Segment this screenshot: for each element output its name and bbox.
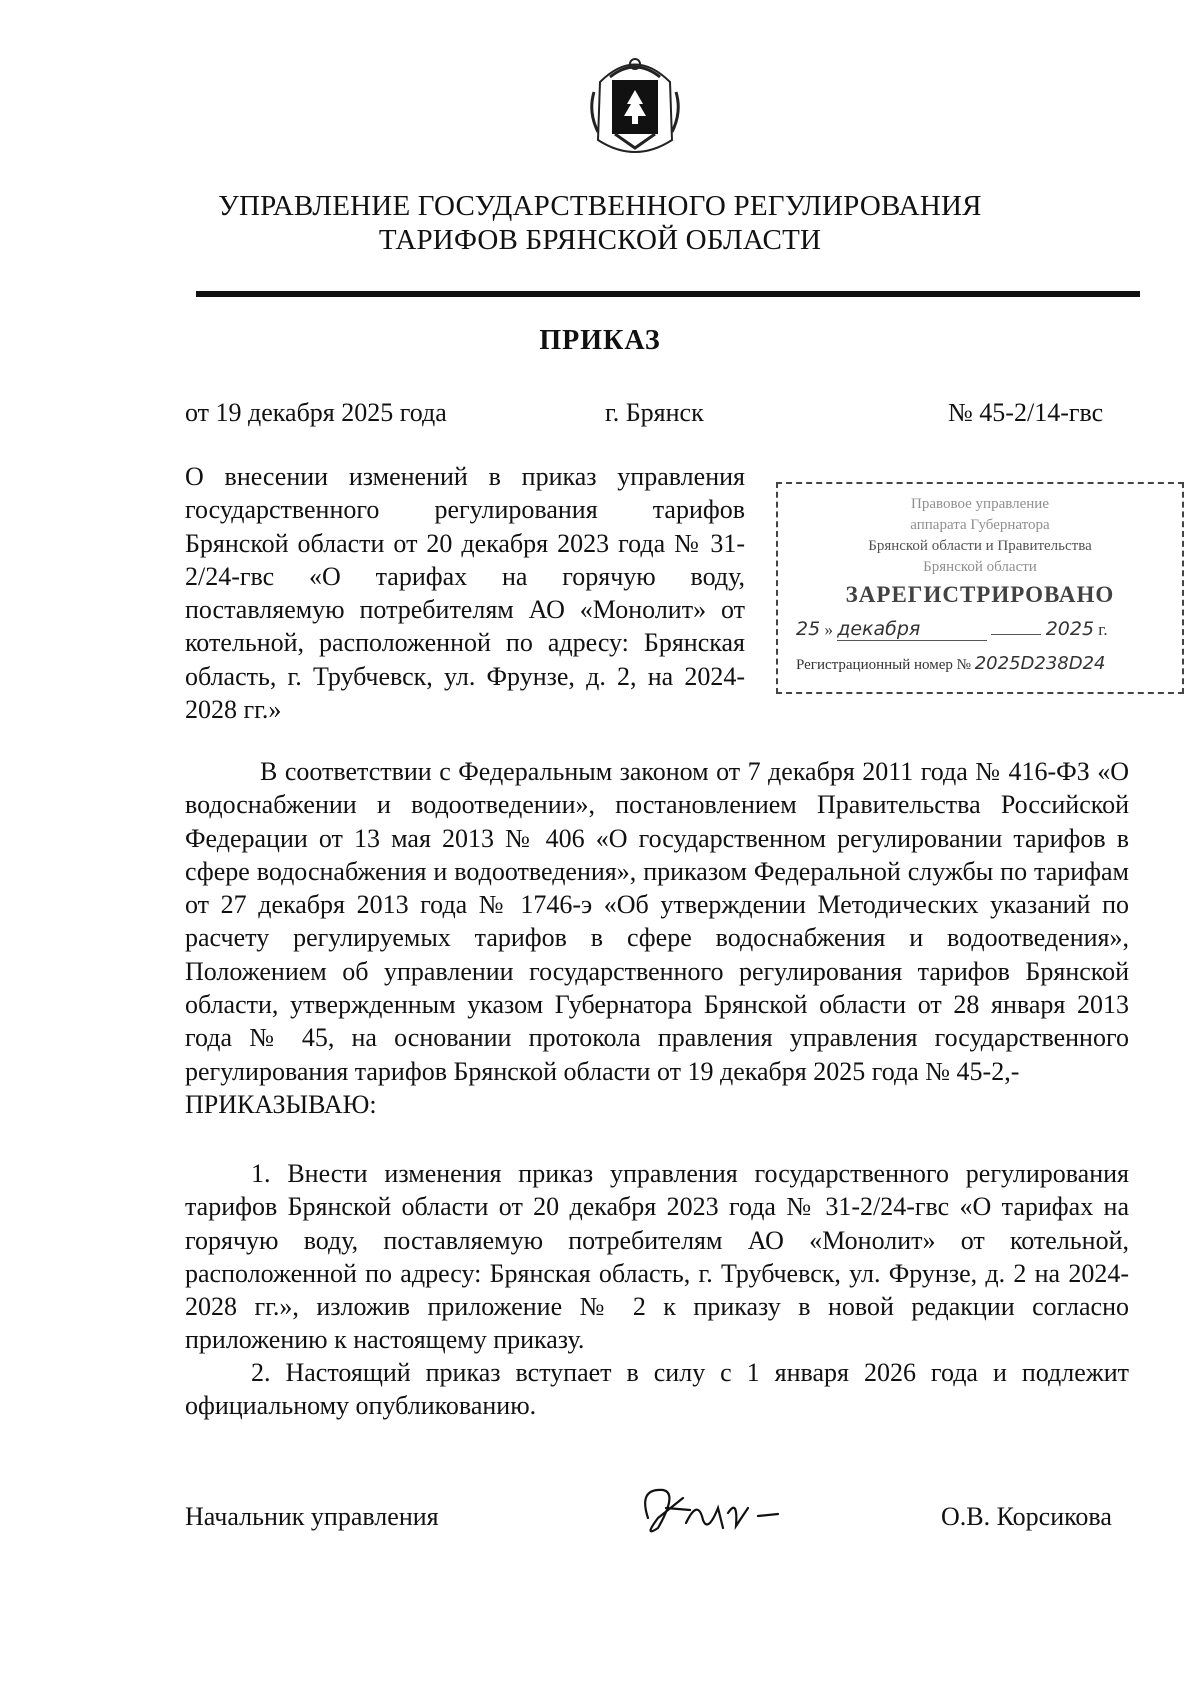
order-subject: О внесении изменений в приказ управления государственного регулирования тарифов Брянской области от 20 декабря 2023 года № 31-2/24-гвс «О тарифах на горячую воду, поставляемую потребителям АО «Монолит» от котельной, расположенной по адресу: Брянская область, г. Трубчевск, ул. Фрунзе, д. 2, на 2024-2028 гг.» — [185, 462, 745, 725]
org-name-line-2: ТАРИФОВ БРЯНСКОЙ ОБЛАСТИ — [378, 224, 822, 256]
coat-of-arms-icon — [580, 52, 690, 162]
org-name-line-1: УПРАВЛЕНИЕ ГОСУДАРСТВЕННОГО РЕГУЛИРОВАНИЯ — [218, 190, 982, 222]
stamp-year-suffix: г. — [1098, 620, 1108, 639]
order-item-2: 2. Настоящий приказ вступает в силу с 1 января 2026 года и подлежит официальному опубликованию. — [185, 1358, 1129, 1421]
order-date: от 19 декабря 2025 года — [185, 398, 447, 427]
stamp-day: 25 — [796, 618, 821, 640]
stamp-line-4: Брянской области — [923, 559, 1037, 575]
stamp-reg-number-row — [778, 653, 1182, 674]
stamp-registered: ЗАРЕГИСТРИРОВАНО — [845, 582, 1115, 607]
order-city: г. Брянск — [605, 398, 704, 427]
stamp-year: 2025 — [1045, 618, 1095, 640]
stamp-line-3: Брянской области и Правительства — [868, 538, 1092, 554]
handwritten-signature-icon — [628, 1478, 788, 1548]
order-item-1: 1. Внести изменения приказ управления государственного регулирования тарифов Брянской области от 20 декабря 2023 года № 31-2/24-гвс «О тарифах на горячую воду, поставляемую потребителям АО «Монолит» от котельной, расположенной по адресу: Брянская область, г. Трубчевск, ул. Фрунзе, д. 2 на 2024-2028 гг.», изложив приложение № 2 к приказу в новой редакции согласно приложению к настоящему приказу. — [185, 1159, 1129, 1355]
stamp-month: декабря — [837, 618, 987, 641]
document-title: ПРИКАЗ — [539, 325, 661, 356]
stamp-line-2: аппарата Губернатора — [910, 517, 1050, 533]
header-divider — [196, 291, 1140, 297]
signer-name: О.В. Корсикова — [941, 1502, 1112, 1531]
signer-position: Начальник управления — [185, 1502, 439, 1531]
order-word: ПРИКАЗЫВАЮ: — [185, 1090, 377, 1119]
stamp-reg-number: 2025D238D24 — [974, 653, 1106, 674]
stamp-date: 25 » декабря 2025 г. — [796, 618, 1108, 640]
preamble: В соответствии с Федеральным законом от 7 декабря 2011 года № 416-ФЗ «О водоснабжении и водоотведении», постановлением Правительства Российской Федерации от 13 мая 2013 № 406 «О государственном регулировании тарифов в сфере водоснабжения и водоотведения», приказом Федеральной службы по тарифам от 27 декабря 2013 года № 1746-э «Об утверждении Методических указаний по расчету регулируемых тарифов в сфере водоснабжения и водоотведения», Положением об управлении государственного регулирования тарифов Брянской области, утвержденным указом Губернатора Брянской области от 28 января 2013 года № 45, на основании протокола правления управления государственного регулирования тарифов Брянской области от 19 декабря 2025 года № 45-2,- — [185, 757, 1129, 1086]
stamp-reg-label: Регистрационный номер № — [796, 657, 971, 673]
order-number: № 45-2/14-гвс — [948, 398, 1104, 427]
registration-stamp — [776, 482, 1184, 694]
stamp-line-1: Правовое управление — [911, 496, 1049, 512]
